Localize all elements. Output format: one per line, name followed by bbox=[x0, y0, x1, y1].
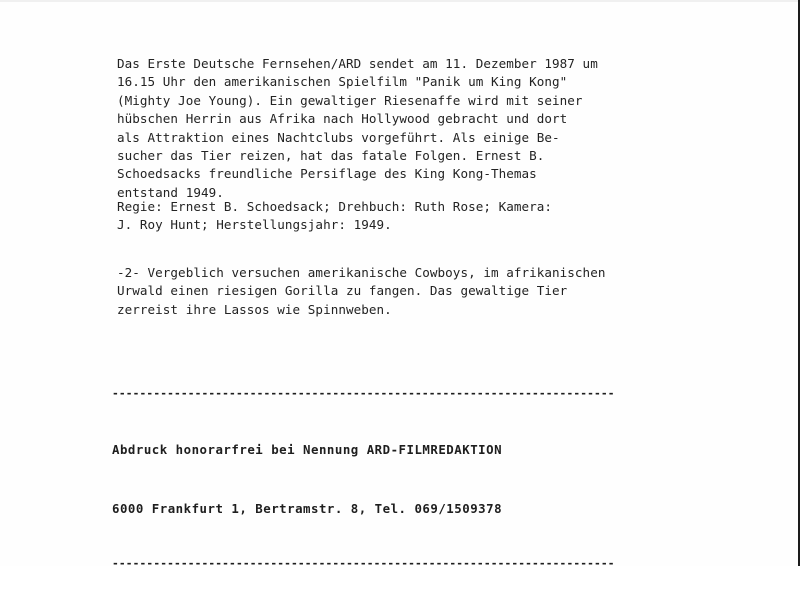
text-line: 16.15 Uhr den amerikanischen Spielfilm "Panik um King Kong" bbox=[117, 74, 568, 90]
dashed-rule-bottom: ------------------------------------------------------------------------- bbox=[112, 557, 615, 570]
credit-line-usage: Abdruck honorarfrei bei Nennung ARD-FILMREDAKTION bbox=[112, 442, 503, 457]
text-line: (Mighty Joe Young). Ein gewaltiger Riesenaffe wird mit seiner bbox=[117, 92, 583, 108]
page-top-edge bbox=[0, 0, 800, 2]
text-line: entstand 1949. bbox=[117, 184, 224, 200]
text-line: Regie: Ernest B. Schoedsack; Drehbuch: Ruth Rose; Kamera: bbox=[117, 199, 553, 214]
text-line: zerreist ihre Lassos wie Spinnweben. bbox=[117, 301, 392, 317]
copyright-notice bbox=[112, 349, 615, 609]
text-line: Das Erste Deutsche Fernsehen/ARD sendet am 11. Dezember 1987 um bbox=[117, 56, 598, 71]
paragraph-photo-caption bbox=[117, 264, 605, 319]
paragraph-credits bbox=[117, 198, 552, 235]
text-line: Urwald einen riesigen Gorilla zu fangen. Das gewaltige Tier bbox=[117, 283, 568, 299]
text-line: Schoedsacks freundliche Persiflage des King Kong-Themas bbox=[117, 166, 537, 182]
text-line: sucher das Tier reizen, hat das fatale Folgen. Ernest B. bbox=[117, 148, 545, 164]
text-line: J. Roy Hunt; Herstellungsjahr: 1949. bbox=[117, 217, 392, 233]
text-line: -2- Vergeblich versuchen amerikanische Cowboys, im afrikanischen bbox=[117, 265, 606, 280]
text-line: hübschen Herrin aus Afrika nach Hollywood gebracht und dort bbox=[117, 111, 568, 127]
text-line: als Attraktion eines Nachtclubs vorgeführt. Als einige Be- bbox=[117, 129, 560, 145]
credit-line-address: 6000 Frankfurt 1, Bertramstr. 8, Tel. 069/1509378 bbox=[112, 501, 503, 516]
paragraph-broadcast-description bbox=[117, 55, 598, 202]
dashed-rule-top: ------------------------------------------------------------------------- bbox=[112, 387, 615, 400]
